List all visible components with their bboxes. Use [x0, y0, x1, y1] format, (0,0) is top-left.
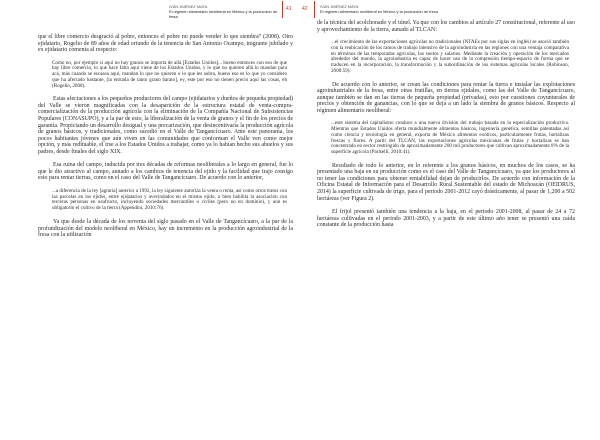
- running-head-rule: [282, 1, 283, 18]
- paragraph: Resultado de todo lo anterior, en lo referente a los granos básicos, en muchos de los casos, se ha presentado una baja en su producción como es el caso del Valle de Tangancícuaro, ya que los productores al no tener las condiciones para obtener rentabilidad dejan de producirlos. De acuerdo con información de la Oficina Estatal de Información para el Desarrollo Rural Sustentable del estado de Michoacán (OEIDRUS, 2014) la superficie cultivada de trigo, para el periodo 2001-2012 cayó drásticamente, al pasar de 1,200 a 502 hectáreas (ver Figura 2).: [317, 162, 575, 202]
- running-head-rule: [314, 1, 315, 18]
- block-quote: ...el crecimiento de las exportaciones agrícolas no tradicionales (NTAEs por sus siglas en inglés) se asoció también con la reubicación de los ramos de trabajo intensivo de la agroindustria en las regiones con una ventaja comparativa en términos de las temporadas agrícolas, los suelos y salarios. Mediante la creación y operación de los mercados alrededor del mundo, la agroindustria es capaz de hacer uso de la compresión tiempo-espacio de forma que se traducen en la incorporación, la transformación y la subordinación de los sistemas agrícolas locales (Robinson, 2008:59).: [331, 39, 569, 74]
- block-quote: Como no, por ejemplo si aquí no hay granos se importa de allá [Estados Unidos]... bueno entonces con eso de que hay libre comercio, lo que hace falta aquí viene de los Estados Unidos, y lo que no quieren allá lo mandan para acá, más cuando se escasea aquí, mandan lo que no quieren o lo que les sobra, bueno eso es lo que yo considero que ha afectado bastante, [la entrada de tanto grano barato], ey, este por eso no tienen precio aquí las cosas, eh (Rogelio, 2008).: [52, 59, 287, 89]
- block-quote: ...este sistema del capitalismo conduce a una nueva división del trabajo basada en la especialización productiva. Mientras que Estados Unidos oferta mundialmente alimentos básicos, ingeniería genética, semillas patentadas así como ciencia y tecnología en general, exporta de México alimentos exóticos, particularmente frutas, hortalizas frescas y flores. A partir del TLCAN, las exportaciones agrícolas mexicanas de frutas y hortalizas se han concentrado en sector restringido de aproximadamente 200 mil productores que cultivan aproximadamente 8% de la superficie agrícola (Pariselli, 2010:41).: [331, 120, 569, 156]
- page-number: 42: [302, 6, 308, 12]
- paragraph: de la técnica del acolchonado y el túnel. Ya que con los cambios al artículo 27 constitucional, referente al uso y aprovechamiento de la tierra, aunado al TLCAN:: [317, 20, 575, 33]
- paragraph: El frijol presentó también una tendencia a la baja, en el periodo 2001-2008, al pasar de 24 a 72 hectáreas cultivadas en el periodo 2001-2003, y a partir de este último año tener se presentó una caída constante de la producción hasta: [317, 209, 575, 229]
- paragraph: que el libre comercio desgració al pobre, entonces el pobre no puede vender lo que siembra” (2008). Otro ejidatario, Rogelio de 89 años de edad oriundo de la tenencia de San Antonio Ocampo, inigrante jubilado y ex ejidatario comenta al respecto:: [38, 34, 293, 54]
- body-text: [317, 20, 575, 236]
- block-quote: ...a diferencia de la ley [agraria] anterior a 1992, la ley siguiente autoriza la venta o renta, así como otros tratos con las parcelas en los ejidos, entre ejidatarios y avecindados en el mismo ejido, o bien habilita la asociación con terceras personas en usufructo, incluyendo sociedades mercantiles o civiles (pero no en dominio), y aun es obligatorio el cultivo de la tierra (Appendini, 2010:76).: [52, 187, 287, 212]
- running-head: [169, 4, 279, 19]
- running-head-author: IVÁN JIMÉNEZ MAYA: [320, 4, 359, 9]
- paragraph: Ya que desde la década de los noventa del siglo pasado en el Valle de Tangancícuaro, a la par de la profundización del modelo neoliberal en México, hay un incremento en la producción agroindustrial de la fresa con la utilización: [38, 218, 293, 239]
- running-head-author: IVÁN JIMÉNEZ MAYA: [169, 4, 208, 9]
- paragraph: Estas afectaciones a los pequeños productores del campo (ejidatarios y dueños de pequeña propiedad) del Valle se vieron magnificadas con la desaparición de la estructura estatal de venta-compra-comercialización de la producción agrícola con la eliminación de la Compañía Nacional de Subsistencias Populares (CONASUPO), y a la par de esto, la liberalización de la venta de granos y el fin de los precios de garantía. Propiciando un desarrollo desigual y una precarización, que desincentivaría la producción agrícola de granos básicos, y tradicionales, como sucedió en el Valle de Tangancícuaro. Ante este panorama, los pocos habitantes jóvenes que aún viven en las comunidades que conforman el Valle ven como mejor opción, y más redituable, el irse a los Estados Unidos a trabajar, como ya lo habían hecho sus abuelos y sus padres, desde finales del siglo XIX.: [38, 96, 293, 155]
- running-head-title: El régimen alimentario neoliberal en México y la producción de fresa: [320, 9, 438, 14]
- right-page: [300, 0, 600, 440]
- running-head: [320, 4, 460, 14]
- paragraph: De acuerdo con lo anterior, se crean las condiciones para rentar la tierra e instalar las explotaciones agroindustriales de la fresa, entre otras frutillas, en tierras ejidales, como las del Valle de Tangancícuaro, aunque también se dan en las tierras de pequeña propiedad (privadas), esto por cuestiones coyunturales de precios y obtención de ganancias, con lo que se deja a un lado la siembra de granos básicos. Respecto al régimen alimentario neoliberal:: [317, 81, 575, 114]
- running-head-title: El régimen alimentario neoliberal en México y la producción de fresa: [169, 9, 278, 19]
- body-text: [38, 34, 293, 246]
- paragraph: Esa ruina del campo, inducida por tres décadas de reformas neoliberales a lo largo en general, fue lo que le dio atractivo al campo, aunado a los cambios de tenencia del ejido y la facilidad que trajo consigo esto para rentar tierras, como en el caso del Valle de Tangancícuaro. De acuerdo con lo anterior,: [38, 162, 293, 182]
- page-number: 41: [286, 6, 292, 12]
